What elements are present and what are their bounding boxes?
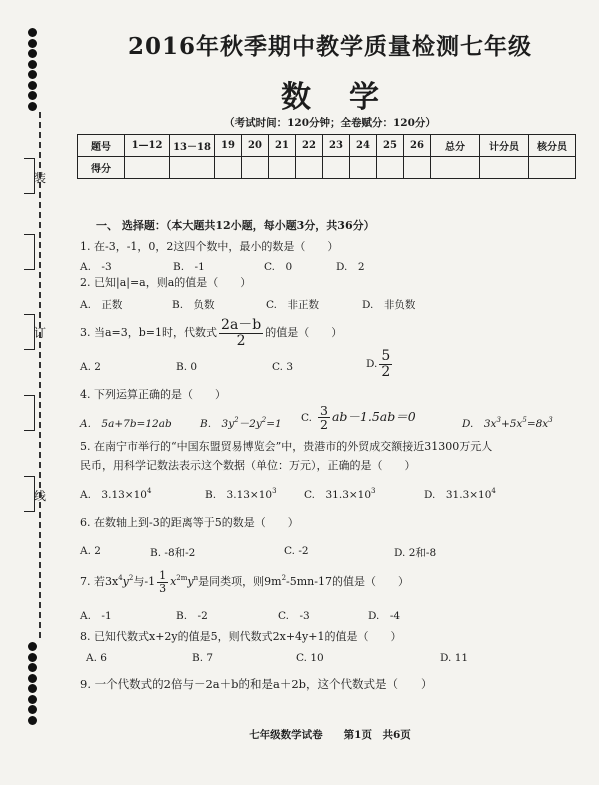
binding-label-ding: 订 — [34, 326, 47, 340]
score-table-header-cell: 核分员 — [529, 135, 576, 157]
q2-option-d: D. 非负数 — [362, 299, 416, 311]
binding-dot — [28, 653, 37, 662]
q5-option-c: C. $31.3\times 10^3$ — [304, 487, 376, 501]
score-table-header-cell: 计分员 — [480, 135, 529, 157]
score-table-header-cell: 23 — [323, 135, 350, 157]
binding-dots-bottom — [26, 642, 40, 726]
score-table-header-cell: 22 — [296, 135, 323, 157]
score-table-header-cell: 19 — [215, 135, 242, 157]
question-6: 6. 在数轴上到-3的距离等于5的数是（ ） — [80, 516, 299, 529]
binding-dot — [28, 28, 37, 37]
q3-option-d-label: D. — [366, 358, 378, 371]
score-table — [77, 134, 576, 179]
score-table-header-row — [78, 135, 576, 157]
score-input-cell[interactable] — [529, 157, 576, 179]
score-input-cell[interactable] — [350, 157, 377, 179]
binding-label-zhuang: 装 — [34, 171, 47, 185]
q5-option-a: A. $3.13\times 10^4$ — [80, 487, 152, 501]
q3-fraction — [219, 318, 263, 348]
score-table-header-cell: 26 — [404, 135, 431, 157]
binding-dot — [28, 91, 37, 100]
page-footer: 七年级数学试卷 第1页 共6页 — [249, 729, 411, 741]
q1-option-b: B. -1 — [173, 261, 205, 273]
score-input-cell[interactable] — [170, 157, 215, 179]
q1-option-c: C. 0 — [264, 261, 293, 273]
score-table-header-cell: 24 — [350, 135, 377, 157]
q4-option-a: A. 5a+7b=12ab — [80, 418, 172, 430]
q4-option-c-fraction: $\frac{3}{2}$ — [319, 403, 328, 433]
score-input-cell[interactable] — [269, 157, 296, 179]
q4-option-b: B. $3y^2-2y^2=1$ — [200, 416, 282, 430]
q1-option-a: A. -3 — [80, 261, 112, 273]
q3-d-numerator: 5 — [381, 348, 391, 364]
q2-option-b: B. 负数 — [172, 299, 215, 311]
question-2: 2. 已知|a|=a，则a的值是（ ） — [80, 276, 252, 289]
binding-bracket — [24, 395, 35, 431]
binding-dot — [28, 674, 37, 683]
score-table-header-cell: 1—12 — [125, 135, 170, 157]
q6-option-d: D. 2和-8 — [394, 547, 437, 559]
q3-d-denominator: 2 — [381, 363, 391, 380]
question-5-line1: 5. 在南宁市举行的“中国东盟贸易博览会”中，贵港市的外贸成交额接近31300万元人 — [80, 440, 493, 453]
score-table-header-cell: 21 — [269, 135, 296, 157]
score-table-header-cell: 总分 — [431, 135, 480, 157]
q4-option-c: C. $\frac{3}{2}$ ab－1.5ab＝0 — [301, 403, 416, 433]
q1-option-d: D. 2 — [336, 261, 365, 273]
score-input-cell[interactable] — [242, 157, 269, 179]
binding-dot — [28, 49, 37, 58]
q3-stem-pre: 3. 当a=3，b=1时，代数式 — [80, 326, 218, 340]
q7-fraction: $\frac{1}{3}$ — [159, 569, 167, 595]
binding-dot — [28, 60, 37, 69]
q3-option-a: A. 2 — [80, 361, 101, 373]
binding-dots-top — [26, 28, 40, 112]
q8-option-d: D. 11 — [440, 652, 469, 664]
q6-option-c: C. -2 — [284, 545, 309, 557]
q8-option-a: A. 6 — [86, 652, 107, 664]
score-table-header-cell: 题号 — [78, 135, 125, 157]
binding-margin — [0, 0, 60, 785]
q3-option-b: B. 0 — [176, 361, 198, 373]
q3-option-d — [366, 349, 394, 379]
q3-fraction-numerator: 2a－b — [221, 317, 262, 333]
score-input-cell[interactable] — [377, 157, 404, 179]
q2-option-c: C. 非正数 — [266, 299, 319, 311]
q5-option-d: D. $31.3\times 10^4$ — [424, 487, 496, 501]
q7-option-b: B. -2 — [176, 610, 208, 622]
binding-dot — [28, 102, 37, 111]
q4-option-d: D. $3x^3+5x^5=8x^3$ — [462, 416, 553, 430]
binding-dot — [28, 663, 37, 672]
score-input-cell[interactable] — [404, 157, 431, 179]
q8-option-c: C. 10 — [296, 652, 324, 664]
binding-cut-line — [39, 112, 41, 638]
score-table-header-cell: 20 — [242, 135, 269, 157]
question-8: 8. 已知代数式x+2y的值是5，则代数式2x+4y+1的值是（ ） — [80, 630, 402, 643]
binding-dot — [28, 684, 37, 693]
score-input-cell[interactable] — [480, 157, 529, 179]
score-input-cell[interactable] — [431, 157, 480, 179]
q2-option-a: A. 正数 — [80, 299, 123, 311]
question-9: 9. 一个代数式的2倍与－2a＋b的和是a＋2b，这个代数式是（ ） — [80, 677, 433, 691]
score-input-cell[interactable] — [215, 157, 242, 179]
question-7: 7. 若$3x^4y^2$与-1 $\frac{1}{3}$ $x^{2m}y^n$是同类项，则$9m^2-5mn-17$的值是（ ） — [80, 569, 409, 595]
q3-option-d-fraction — [379, 349, 392, 379]
score-input-cell[interactable] — [323, 157, 350, 179]
score-input-cell[interactable] — [125, 157, 170, 179]
binding-dot — [28, 705, 37, 714]
score-table-header-cell: 25 — [377, 135, 404, 157]
exam-title: 2016年秋季期中教学质量检测七年级 — [127, 33, 532, 60]
score-table-header-cell: 13－18 — [170, 135, 215, 157]
exam-time-info: （考试时间：120分钟；全卷赋分：120分） — [224, 117, 436, 129]
q5-option-b: B. $3.13\times 10^3$ — [205, 487, 277, 501]
q6-option-b: B. -8和-2 — [150, 547, 196, 559]
q3-option-c: C. 3 — [272, 361, 294, 373]
score-input-cell[interactable] — [296, 157, 323, 179]
subject-title: 数学 — [281, 80, 417, 115]
q3-fraction-denominator: 2 — [236, 332, 246, 349]
q6-option-a: A. 2 — [80, 545, 101, 557]
score-label-cell: 得分 — [78, 157, 125, 179]
question-1: 1. 在-3，-1，0，2这四个数中，最小的数是（ ） — [80, 240, 339, 253]
binding-dot — [28, 39, 37, 48]
binding-dot — [28, 695, 37, 704]
score-table-score-row — [78, 157, 576, 179]
binding-bracket — [24, 234, 35, 270]
q7-option-d: D. -4 — [368, 610, 401, 622]
binding-dot — [28, 716, 37, 725]
question-5-line2: 民币，用科学记数法表示这个数据（单位：万元），正确的是（ ） — [80, 459, 416, 472]
binding-dot — [28, 70, 37, 79]
q3-stem-post: 的值是（ ） — [265, 326, 343, 340]
q7-option-c: C. -3 — [278, 610, 310, 622]
q7-option-a: A. -1 — [80, 610, 112, 622]
question-3 — [80, 318, 342, 348]
binding-dot — [28, 642, 37, 651]
binding-dot — [28, 81, 37, 90]
q8-option-b: B. 7 — [192, 652, 214, 664]
section-heading: 一、 选择题：（本大题共12小题，每小题3分，共36分） — [96, 219, 375, 232]
binding-label-xian: 线 — [34, 489, 47, 503]
question-4: 4. 下列运算正确的是（ ） — [80, 388, 226, 401]
